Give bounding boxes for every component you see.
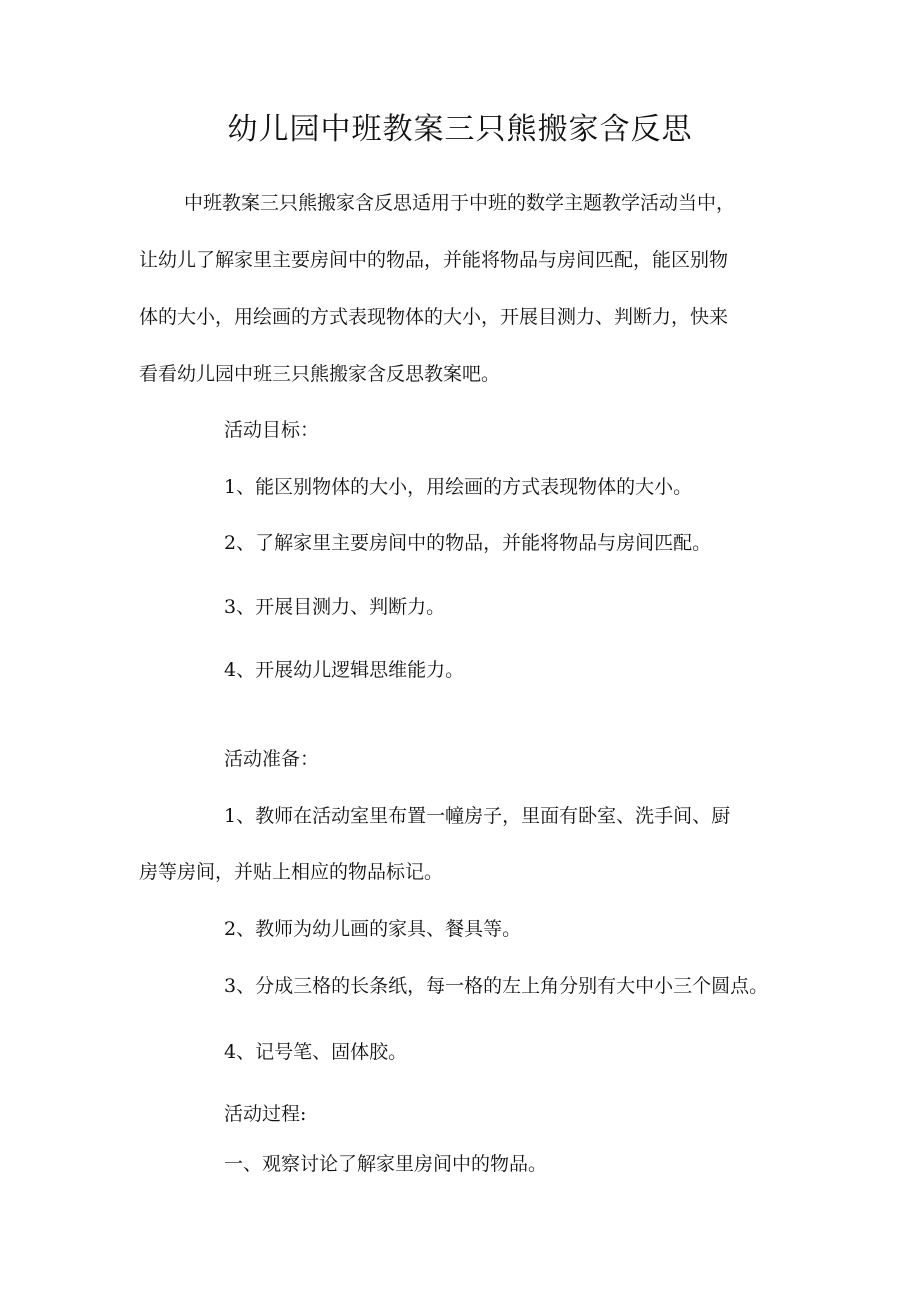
intro-line-1: 中班教案三只熊搬家含反思适用于中班的数学主题教学活动当中， <box>184 192 736 214</box>
process-heading: 活动过程: <box>224 1103 307 1125</box>
intro-line-2: 让幼儿了解家里主要房间中的物品，并能将物品与房间匹配，能区别物 <box>139 249 729 271</box>
prep-item-4: 4、记号笔、固体胶。 <box>224 1041 408 1063</box>
prep-item-2: 2、教师为幼儿画的家具、餐具等。 <box>224 918 522 940</box>
prep-item-1-cont: 房等房间，并贴上相应的物品标记。 <box>139 861 444 883</box>
process-item-1: 一、观察讨论了解家里房间中的物品。 <box>224 1153 548 1175</box>
goal-item-4: 4、开展幼儿逻辑思维能力。 <box>224 659 465 681</box>
page-title: 幼儿园中班教案三只熊搬家含反思 <box>227 112 693 147</box>
intro-line-4: 看看幼儿园中班三只熊搬家含反思教案吧。 <box>139 363 501 385</box>
prep-heading: 活动准备： <box>224 748 320 770</box>
goals-heading: 活动目标： <box>224 419 320 441</box>
intro-line-3: 体的大小，用绘画的方式表现物体的大小，开展目测力、判断力，快来 <box>139 306 729 328</box>
goal-item-1: 1、能区别物体的大小，用绘画的方式表现物体的大小。 <box>224 476 693 498</box>
goal-item-2: 2、了解家里主要房间中的物品，并能将物品与房间匹配。 <box>224 532 712 554</box>
prep-item-3: 3、分成三格的长条纸，每一格的左上角分别有大中小三个圆点。 <box>224 975 769 997</box>
prep-item-1: 1、教师在活动室里布置一幢房子，里面有卧室、洗手间、厨 <box>224 805 731 827</box>
goal-item-3: 3、开展目测力、判断力。 <box>224 596 446 618</box>
